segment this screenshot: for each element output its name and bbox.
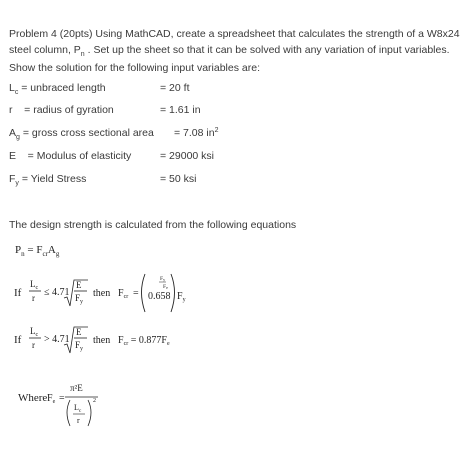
- eq4-r: r: [77, 416, 80, 425]
- problem-line-2b: . Set up the sheet so that it can be solved with any variation of input variables.: [84, 44, 450, 56]
- eq2-left-paren: [142, 274, 146, 312]
- eq3-if: If: [14, 334, 22, 346]
- var-subscript: y: [15, 180, 19, 187]
- equation-pn: [15, 244, 59, 256]
- problem-line-2a: steel column, P: [9, 44, 81, 56]
- eq1-f-sub: cr: [42, 250, 48, 258]
- eq3-r: r: [32, 340, 35, 350]
- var-symbol: F: [9, 173, 16, 185]
- variable-row-e: [9, 150, 214, 162]
- eq1-p: P: [15, 244, 22, 256]
- var-subscript: g: [16, 134, 20, 141]
- problem-line-2: [9, 42, 469, 60]
- eq2-then: then: [93, 288, 111, 299]
- var-description: = Yield Stress: [18, 173, 87, 185]
- var-value-text: = 7.08 in: [174, 127, 215, 139]
- eq1-p-sub: n: [21, 250, 25, 258]
- var-value-sup: 2: [214, 127, 219, 134]
- var-value: = 20 ft: [160, 82, 190, 94]
- eq3-e: E: [76, 327, 82, 337]
- variable-row-fy: [9, 173, 197, 187]
- eq1-a-sub: g: [55, 250, 60, 258]
- var-value: = 1.61 in: [160, 104, 201, 116]
- problem-statement: [9, 26, 469, 76]
- eq2-e: E: [76, 280, 82, 290]
- eq4-right-paren: [88, 400, 91, 426]
- equation-fe: [0, 380, 474, 430]
- eq2-equals: =: [133, 288, 139, 299]
- var-symbol: L: [9, 82, 15, 94]
- variable-row-lc: [9, 82, 190, 96]
- eq2-exp-fe: Fe: [163, 284, 168, 290]
- var-description: = unbraced length: [18, 82, 106, 94]
- variable-row-ag: [9, 127, 219, 141]
- eq3-relation: > 4.71: [44, 334, 70, 345]
- eq2-fy: $F_y$: [75, 293, 84, 305]
- eq2-right-paren: [171, 274, 175, 312]
- problem-heading: Problem 4 (20pts) Using MathCAD, create a spreadsheet that calculates the strength of a W8x24: [9, 28, 460, 40]
- eq3-then: then: [93, 335, 111, 346]
- eq2-exp-fy: Fy: [160, 276, 166, 282]
- var-subscript: c: [14, 89, 19, 96]
- eq4-where: Where: [18, 392, 48, 404]
- var-description: = Modulus of elasticity: [16, 150, 132, 162]
- var-symbol: A: [9, 127, 17, 139]
- eq1-a: A: [47, 244, 56, 256]
- eq2-relation: ≤ 4.71: [44, 287, 70, 298]
- eq4-exponent: 2: [93, 398, 96, 404]
- eq2-if: If: [14, 287, 22, 299]
- eq1-equals-f: = F: [24, 244, 43, 256]
- var-value: = 50 ksi: [160, 173, 197, 185]
- eq2-lc: $L_c$: [30, 279, 39, 291]
- equation-fcr-inelastic: [0, 268, 474, 320]
- problem-line-3: Show the solution for the following input variables are:: [9, 62, 260, 74]
- eq2-r: r: [32, 293, 35, 303]
- var-description: = radius of gyration: [12, 104, 114, 116]
- eq3-rhs: $F_{cr} = 0.877F_e$: [118, 335, 170, 347]
- equations-intro: The design strength is calculated from the following equations: [9, 219, 297, 231]
- eq4-equals: =: [59, 393, 65, 404]
- eq2-fcr: $F_{cr}$: [118, 288, 129, 300]
- eq3-lc: $L_c$: [30, 326, 39, 338]
- eq4-left-paren: [67, 400, 70, 426]
- eq4-numerator: π²E: [70, 383, 83, 393]
- var-symbol: E: [9, 150, 17, 162]
- eq2-base: 0.658: [148, 291, 171, 302]
- eq4-fe: $F_e$: [47, 393, 56, 405]
- eq2-fy-term: $F_y$: [177, 291, 186, 303]
- equation-fcr-elastic: [0, 322, 474, 362]
- problem-line-2-sub: n: [80, 51, 85, 58]
- variable-row-r: [9, 104, 201, 116]
- eq3-fy: $F_y$: [75, 340, 84, 352]
- eq4-lc: $L_c$: [74, 403, 82, 414]
- var-value: [174, 127, 218, 139]
- var-value: = 29000 ksi: [160, 150, 214, 162]
- var-description: = gross cross sectional area: [19, 127, 154, 139]
- var-symbol: r: [9, 104, 13, 116]
